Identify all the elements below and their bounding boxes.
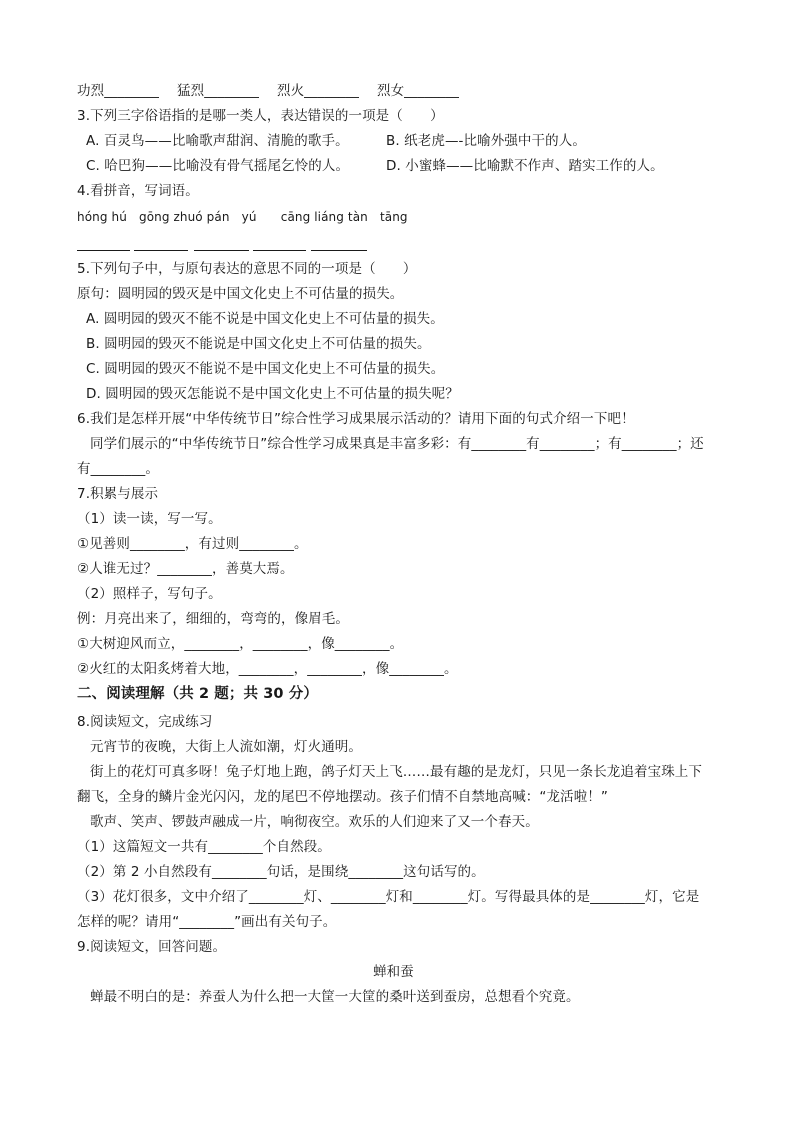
- q5-original-sentence: 原句：圆明园的毁灭是中国文化史上不可估量的损失。: [77, 286, 404, 302]
- q8-passage-p2-line-1: 街上的花灯可真多呀！兔子灯地上跑，鸽子灯天上飞……最有趣的是龙灯，只见一条长龙追着宝珠上下: [90, 764, 702, 780]
- question-6-stem: 6.我们是怎样开展“中华传统节日”综合性学习成果展示活动的？请用下面的句式介绍一下吧！: [77, 411, 635, 427]
- q7-item-2: ②人谁无过？________，善莫大焉。: [77, 561, 294, 577]
- q5-option-b: B. 圆明园的毁灭不能说是中国文化史上不可估量的损失。: [86, 336, 431, 352]
- q8-sub-3-line-2: 怎样的呢？请用“________”画出有关句子。: [77, 914, 337, 930]
- q3-option-a: A. 百灵鸟——比喻歌声甜润、清脆的歌手。: [86, 133, 349, 149]
- q3-option-c: C. 哈巴狗——比喻没有骨气摇尾乞怜的人。: [86, 158, 350, 174]
- question-8-stem: 8.阅读短文，完成练习: [77, 714, 213, 730]
- q4-pinyin: hóng hú gōng zhuó pán yú cāng liáng tàn tāng: [77, 210, 408, 224]
- question-4-stem: 4.看拼音，写词语。: [77, 183, 199, 199]
- answer-blank: [77, 236, 130, 251]
- question-7-stem: 7.积累与展示: [77, 486, 159, 502]
- q8-sub-2: （2）第 2 小自然段有________句话，是围绕________这句话写的。: [77, 864, 485, 880]
- q9-passage-p1: 蝉最不明白的是：养蚕人为什么把一大筐一大筐的桑叶送到蚕房，总想看个究竟。: [90, 989, 580, 1005]
- q7-item-1: ①见善则________，有过则________。: [77, 536, 308, 552]
- question-3-stem: 3.下列三字俗语指的是哪一类人，表达错误的一项是（ ）: [77, 108, 444, 124]
- q7-example: 例：月亮出来了，细细的，弯弯的，像眉毛。: [77, 611, 349, 627]
- q8-passage-p3: 歌声、笑声、锣鼓声融成一片，响彻夜空。欢乐的人们迎来了又一个春天。: [90, 814, 539, 830]
- section-heading-reading: 二、阅读理解（共 2 题；共 30 分）: [77, 686, 318, 702]
- idiom-blanks-line: 功烈________ 猛烈________ 烈火________ 烈女________: [77, 83, 459, 99]
- answer-blank: [194, 236, 249, 251]
- q3-option-b: B. 纸老虎—-比喻外强中干的人。: [386, 133, 586, 149]
- q5-option-d: D. 圆明园的毁灭怎能说不是中国文化史上不可估量的损失呢？: [86, 386, 459, 402]
- answer-blank: [311, 236, 367, 251]
- q5-option-c: C. 圆明园的毁灭不能说不是中国文化史上不可估量的损失。: [86, 361, 445, 377]
- q6-sentence-line-2: 有________。: [77, 461, 159, 477]
- q7-sentence-2: ②火红的太阳炙烤着大地，________，________，像________。: [77, 661, 458, 677]
- q7-part-2: （2）照样子，写句子。: [77, 586, 222, 602]
- q5-option-a: A. 圆明园的毁灭不能不说是中国文化史上不可估量的损失。: [86, 311, 444, 327]
- q8-sub-3-line-1: （3）花灯很多，文中介绍了________灯、________灯和________灯。写得最具体的是________灯，它是: [77, 889, 700, 905]
- q8-passage-p1: 元宵节的夜晚，大街上人流如潮，灯火通明。: [90, 739, 362, 755]
- question-5-stem: 5.下列句子中，与原句表达的意思不同的一项是（ ）: [77, 261, 417, 277]
- answer-blank: [134, 236, 188, 251]
- q8-passage-p2-line-2: 翻飞，全身的鳞片金光闪闪，龙的尾巴不停地摆动。孩子们情不自禁地高喊：“龙活啦！”: [77, 789, 608, 805]
- q7-part-1: （1）读一读，写一写。: [77, 511, 222, 527]
- q9-passage-title: 蝉和蚕: [373, 964, 414, 980]
- q3-option-d: D. 小蜜蜂——比喻默不作声、踏实工作的人。: [386, 158, 664, 174]
- question-9-stem: 9.阅读短文，回答问题。: [77, 939, 227, 955]
- answer-blank: [253, 236, 306, 251]
- q7-sentence-1: ①大树迎风而立，________，________，像________。: [77, 636, 404, 652]
- q8-sub-1: （1）这篇短文一共有________个自然段。: [77, 839, 331, 855]
- q6-sentence-line-1: 同学们展示的“中华传统节日”综合性学习成果真是丰富多彩：有________有________；有________；还: [90, 436, 704, 452]
